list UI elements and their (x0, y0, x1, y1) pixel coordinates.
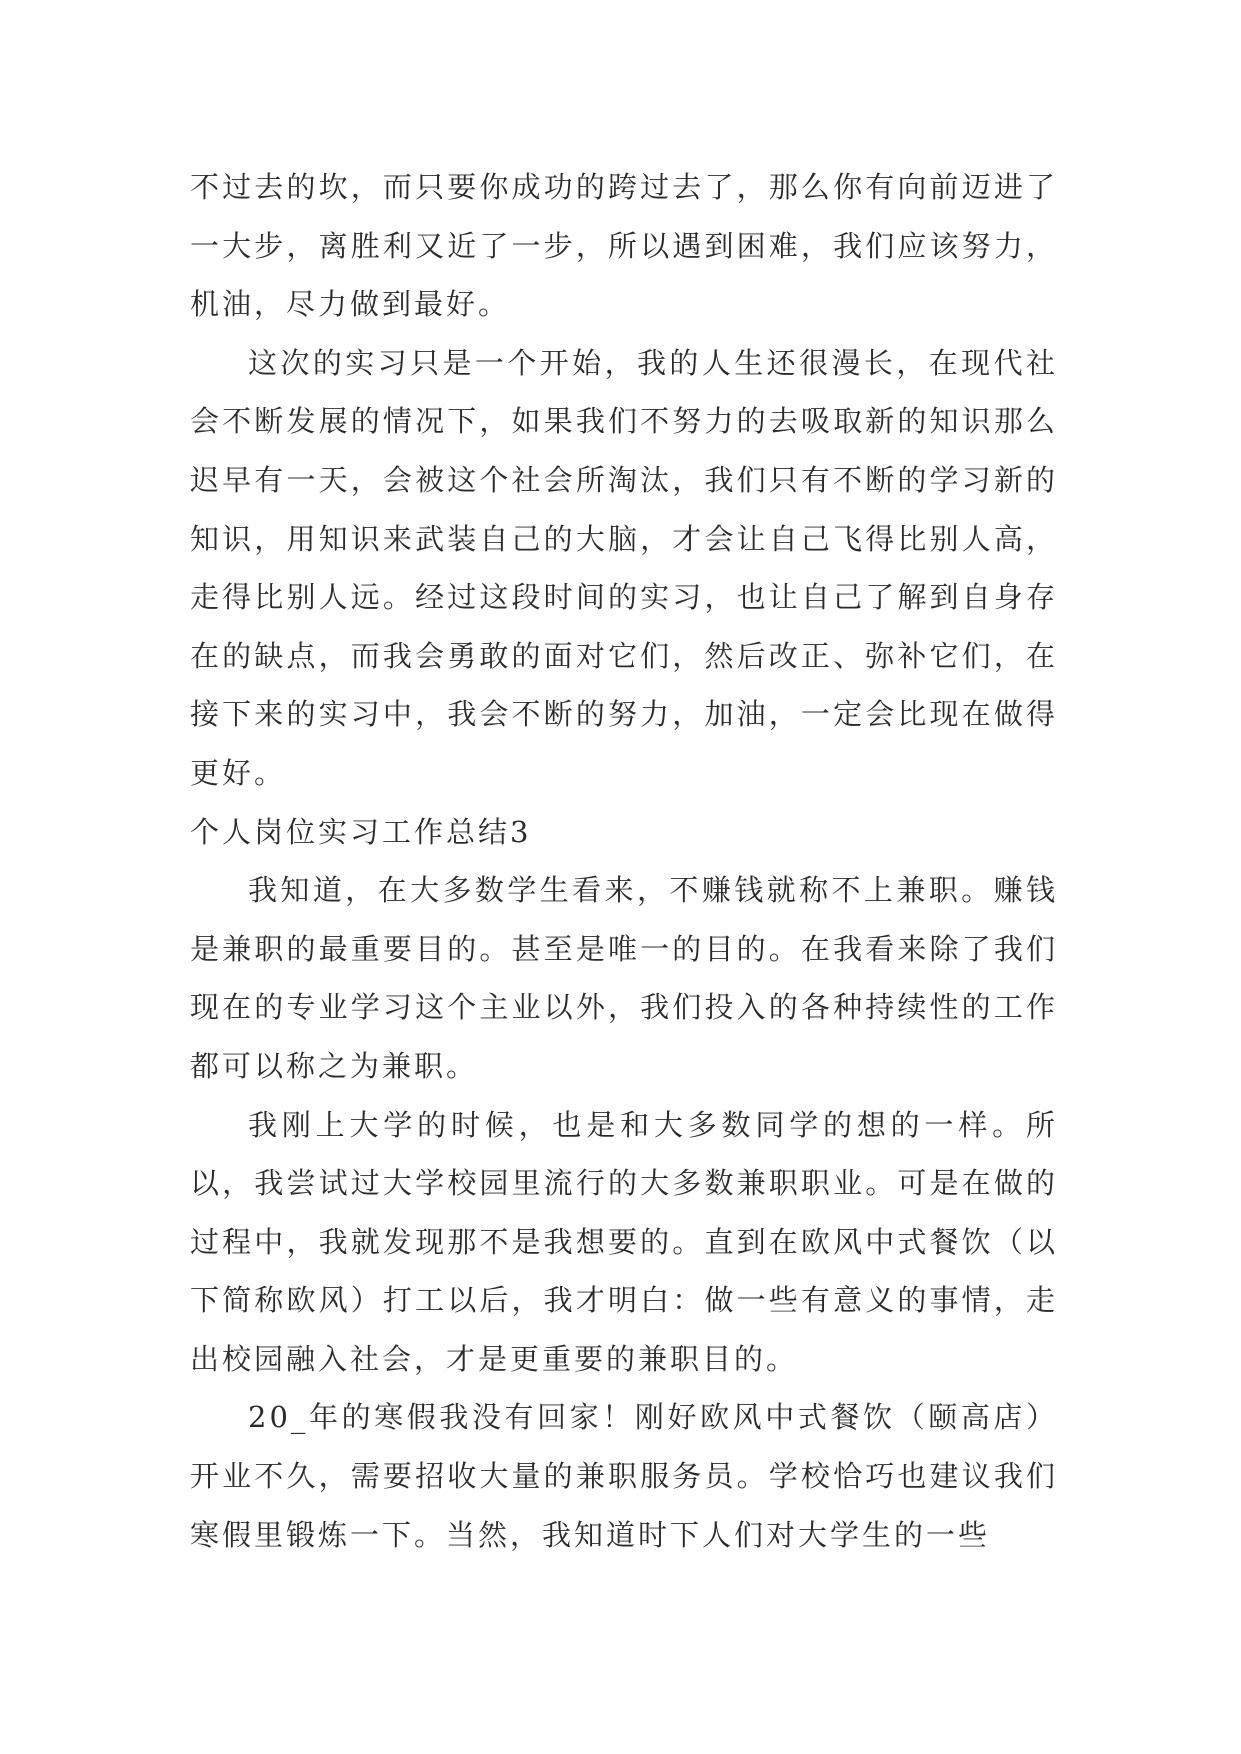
paragraph-1: 不过去的坎，而只要你成功的跨过去了，那么你有向前迈进了一大步，离胜利又近了一步，所以遇到困难，我们应该努力，机油，尽力做到最好。 (190, 170, 1058, 322)
document-body (190, 158, 1058, 1564)
paragraph-5: 20_年的寒假我没有回家！刚好欧风中式餐饮（颐高店）开业不久，需要招收大量的兼职服务员。学校恰巧也建议我们寒假里锻炼一下。当然，我知道时下人们对大学生的一些 (190, 1400, 1058, 1552)
paragraph-2: 这次的实习只是一个开始，我的人生还很漫长，在现代社会不断发展的情况下，如果我们不努力的去吸取新的知识那么迟早有一天，会被这个社会所淘汰，我们只有不断的学习新的知识，用知识来武装自己的大脑，才会让自己飞得比别人高，走得比别人远。经过这段时间的实习，也让自己了解到自身存在的缺点，而我会勇敢的面对它们，然后改正、弥补它们，在接下来的实习中，我会不断的努力，加油，一定会比现在做得更好。 (190, 345, 1058, 790)
paragraph-4: 我刚上大学的时候，也是和大多数同学的想的一样。所以，我尝试过大学校园里流行的大多数兼职职业。可是在做的过程中，我就发现那不是我想要的。直到在欧风中式餐饮（以下简称欧风）打工以后，我才明白：做一些有意义的事情，走出校园融入社会，才是更重要的兼职目的。 (190, 1107, 1058, 1376)
section-heading: 个人岗位实习工作总结3 (190, 814, 532, 849)
paragraph-3: 我知道，在大多数学生看来，不赚钱就称不上兼职。赚钱是兼职的最重要目的。甚至是唯一的目的。在我看来除了我们现在的专业学习这个主业以外，我们投入的各种持续性的工作都可以称之为兼职。 (190, 873, 1058, 1083)
